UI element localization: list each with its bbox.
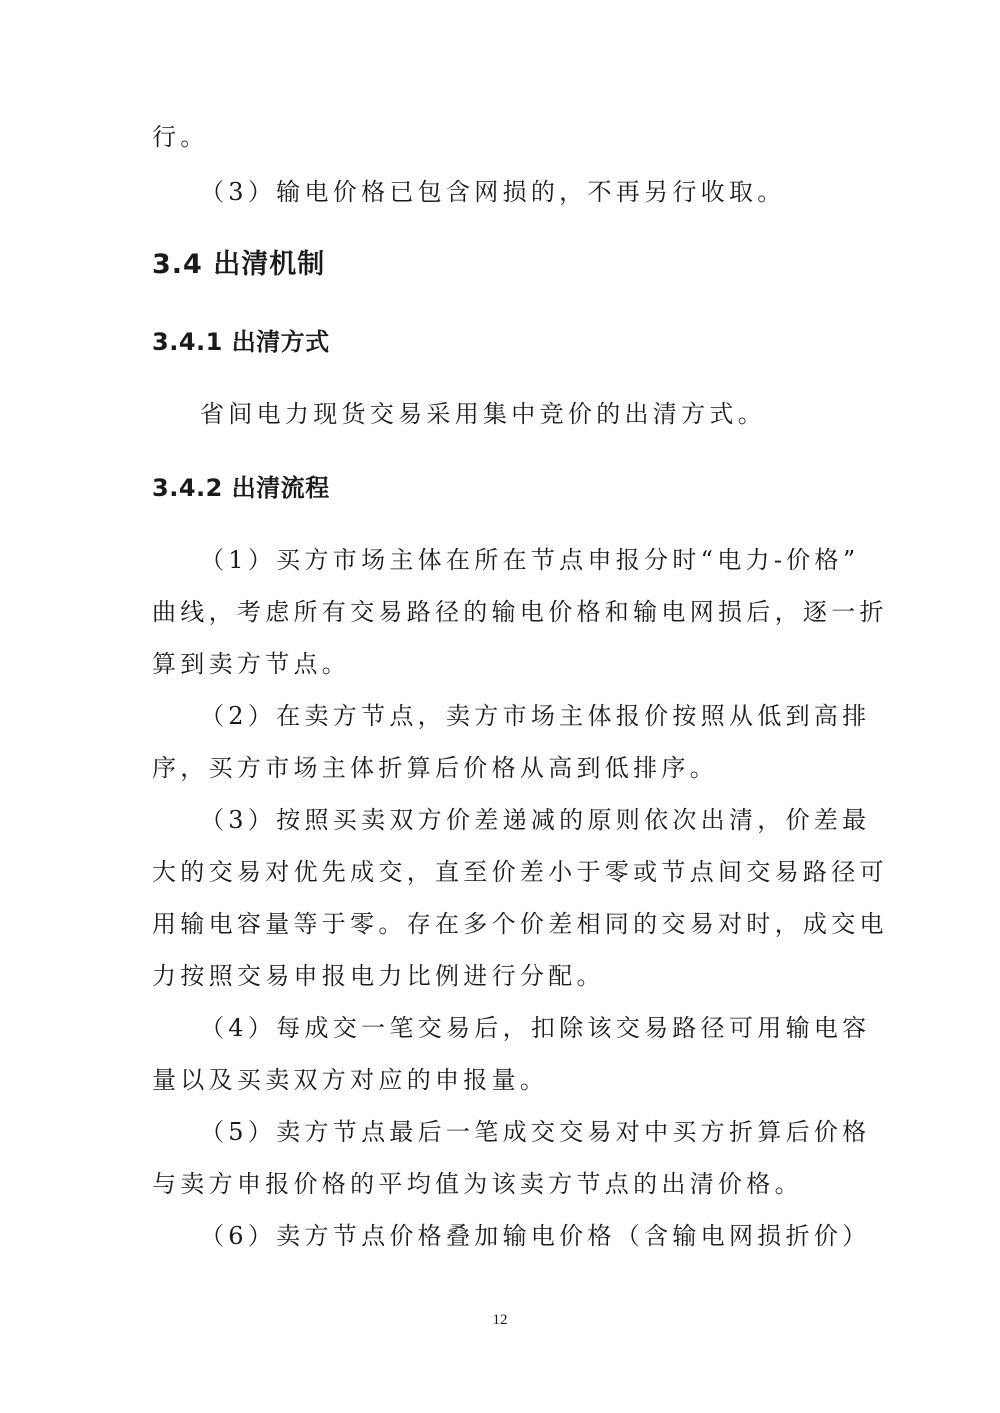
paragraph-line: 曲线，考虑所有交易路径的输电价格和输电网损后，逐一折 [152, 598, 888, 626]
paragraph-line: （6）卖方节点价格叠加输电价格（含输电网损折价） [200, 1222, 871, 1250]
paragraph-line: 序，买方市场主体折算后价格从高到低排序。 [152, 754, 718, 782]
paragraph-line: 力按照交易申报电力比例进行分配。 [152, 962, 605, 990]
paragraph-line: （1）买方市场主体在所在节点申报分时“电力-价格” [200, 546, 860, 574]
paragraph-line: 与卖方申报价格的平均值为该卖方节点的出清价格。 [152, 1170, 803, 1198]
paragraph-line: （5）卖方节点最后一笔成交交易对中买方折算后价格 [200, 1118, 871, 1146]
paragraph-line: 用输电容量等于零。存在多个价差相同的交易对时，成交电 [152, 910, 888, 938]
paragraph-line: （3）输电价格已包含网损的，不再另行收取。 [200, 178, 786, 206]
subsection-heading-3-4-2: 3.4.2 出清流程 [152, 474, 330, 502]
paragraph-line: 量以及买卖双方对应的申报量。 [152, 1066, 549, 1094]
paragraph-line: 行。 [152, 123, 209, 151]
paragraph-line: 算到卖方节点。 [152, 650, 351, 678]
paragraph-line: （3）按照买卖双方价差递减的原则依次出清，价差最 [200, 806, 871, 834]
paragraph-line: 省间电力现货交易采用集中竞价的出清方式。 [200, 400, 766, 428]
paragraph-line: （2）在卖方节点，卖方市场主体报价按照从低到高排 [200, 702, 871, 730]
section-heading-3-4: 3.4 出清机制 [152, 249, 326, 280]
paragraph-line: （4）每成交一笔交易后，扣除该交易路径可用输电容 [200, 1014, 871, 1042]
paragraph-line: 大的交易对优先成交，直至价差小于零或节点间交易路径可 [152, 858, 888, 886]
subsection-heading-3-4-1: 3.4.1 出清方式 [152, 328, 330, 356]
page-number: 12 [492, 1312, 508, 1328]
